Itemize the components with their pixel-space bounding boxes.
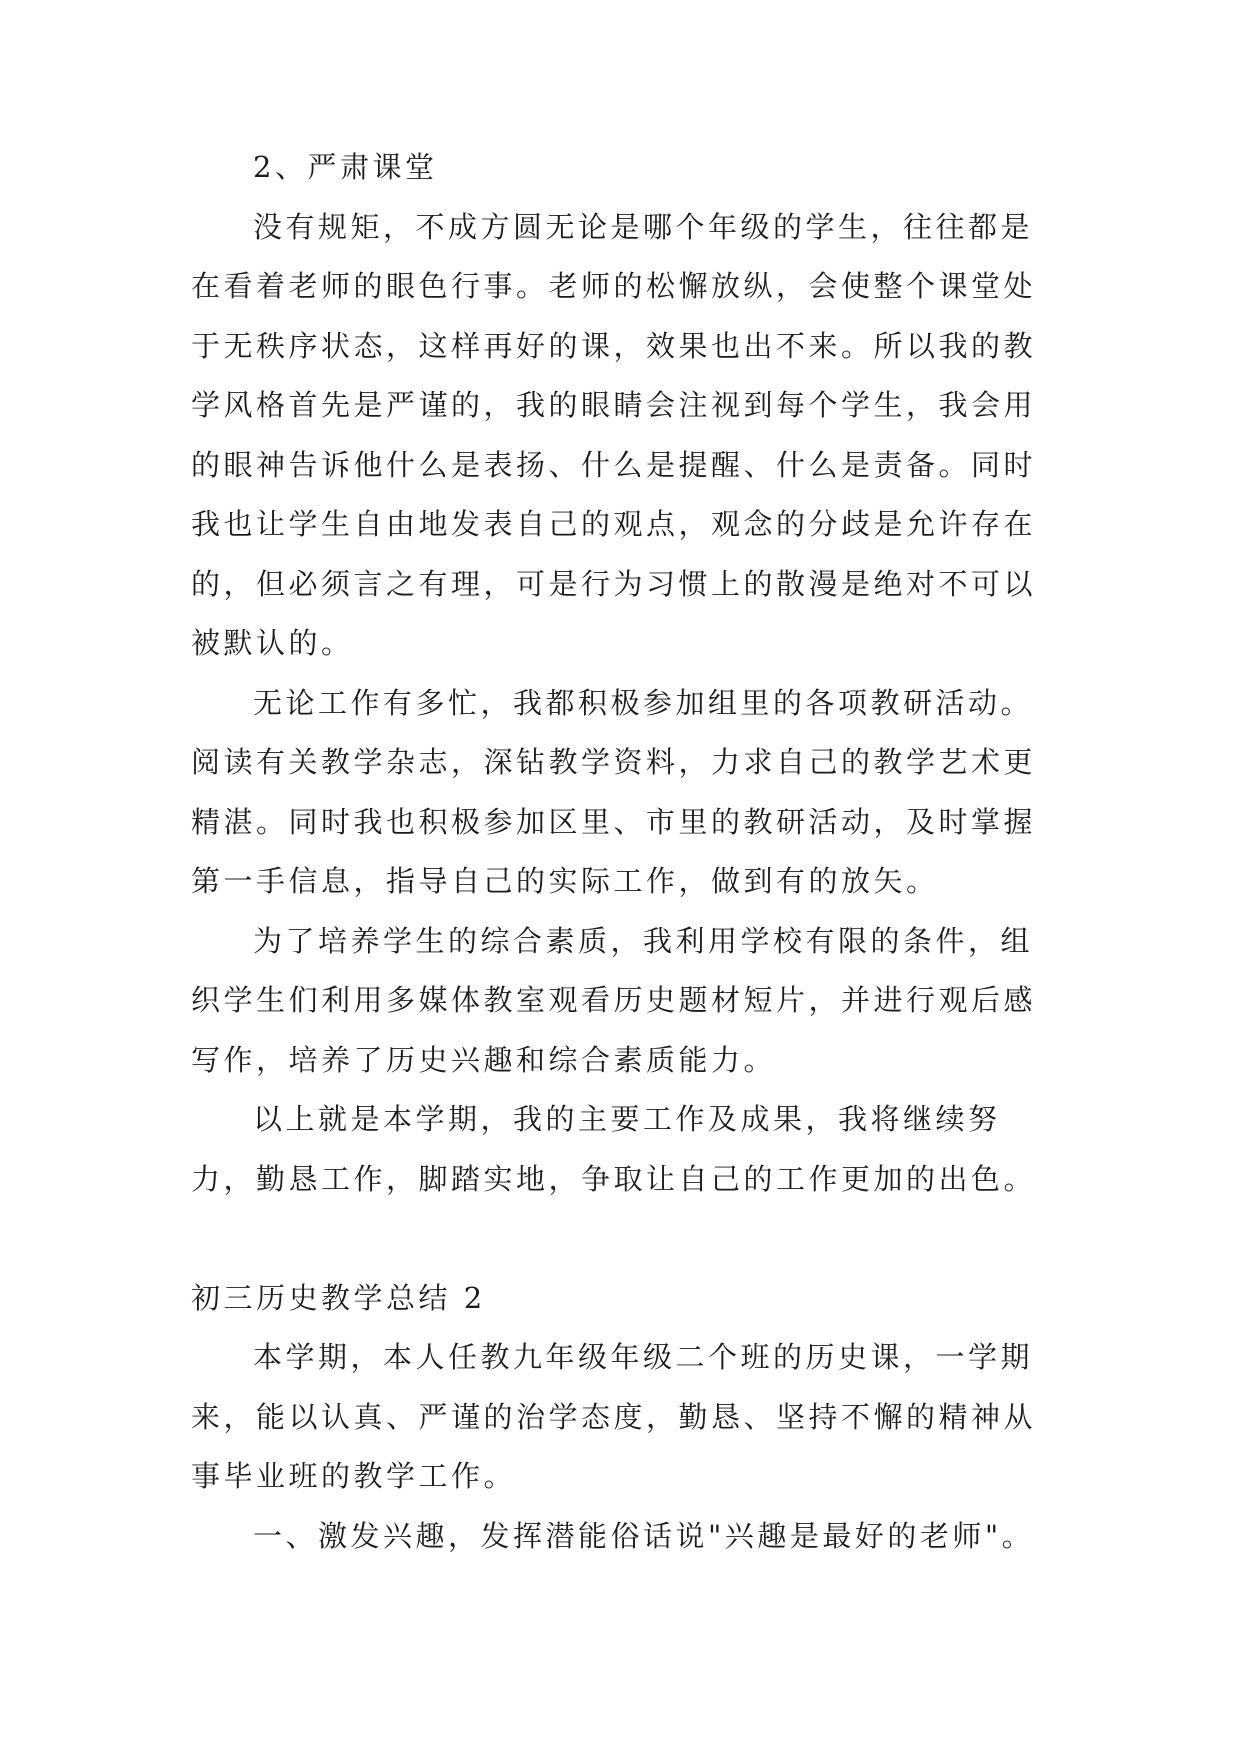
document-body: [191, 138, 1051, 1566]
body-paragraph: 以上就是本学期，我的主要工作及成果，我将继续努力，勤恳工作，脚踏实地，争取让自己的工作更加的出色。: [191, 1102, 1037, 1196]
body-paragraph: 为了培养学生的综合素质，我利用学校有限的条件，组织学生们利用多媒体教室观看历史题材短片，并进行观后感写作，培养了历史兴趣和综合素质能力。: [191, 923, 1037, 1077]
paragraph-gap: [191, 1209, 1051, 1269]
article-title: 初三历史教学总结 2: [191, 1280, 486, 1315]
section-heading: 2、严肃课堂: [253, 150, 438, 184]
body-paragraph: 无论工作有多忙，我都积极参加组里的各项教研活动。阅读有关教学杂志，深钻教学资料，力求自己的教学艺术更精湛。同时我也积极参加区里、市里的教研活动，及时掌握第一手信息，指导自己的实际工作，做到有的放矢。: [191, 685, 1037, 898]
body-paragraph: 一、激发兴趣，发挥潜能俗话说"兴趣是最好的老师"。: [253, 1518, 1035, 1553]
body-paragraph: 没有规矩，不成方圆无论是哪个年级的学生，往往都是在看着老师的眼色行事。老师的松懈放纵，会使整个课堂处于无秩序状态，这样再好的课，效果也出不来。所以我的教学风格首先是严谨的，我的眼睛会注视到每个学生，我会用的眼神告诉他什么是表扬、什么是提醒、什么是责备。同时我也让学生自由地发表自己的观点，观念的分歧是允许存在的，但必须言之有理，可是行为习惯上的散漫是绝对不可以被默认的。: [191, 209, 1037, 660]
body-paragraph: 本学期，本人任教九年级年级二个班的历史课，一学期来，能以认真、严谨的治学态度，勤恳、坚持不懈的精神从事毕业班的教学工作。: [191, 1340, 1037, 1493]
